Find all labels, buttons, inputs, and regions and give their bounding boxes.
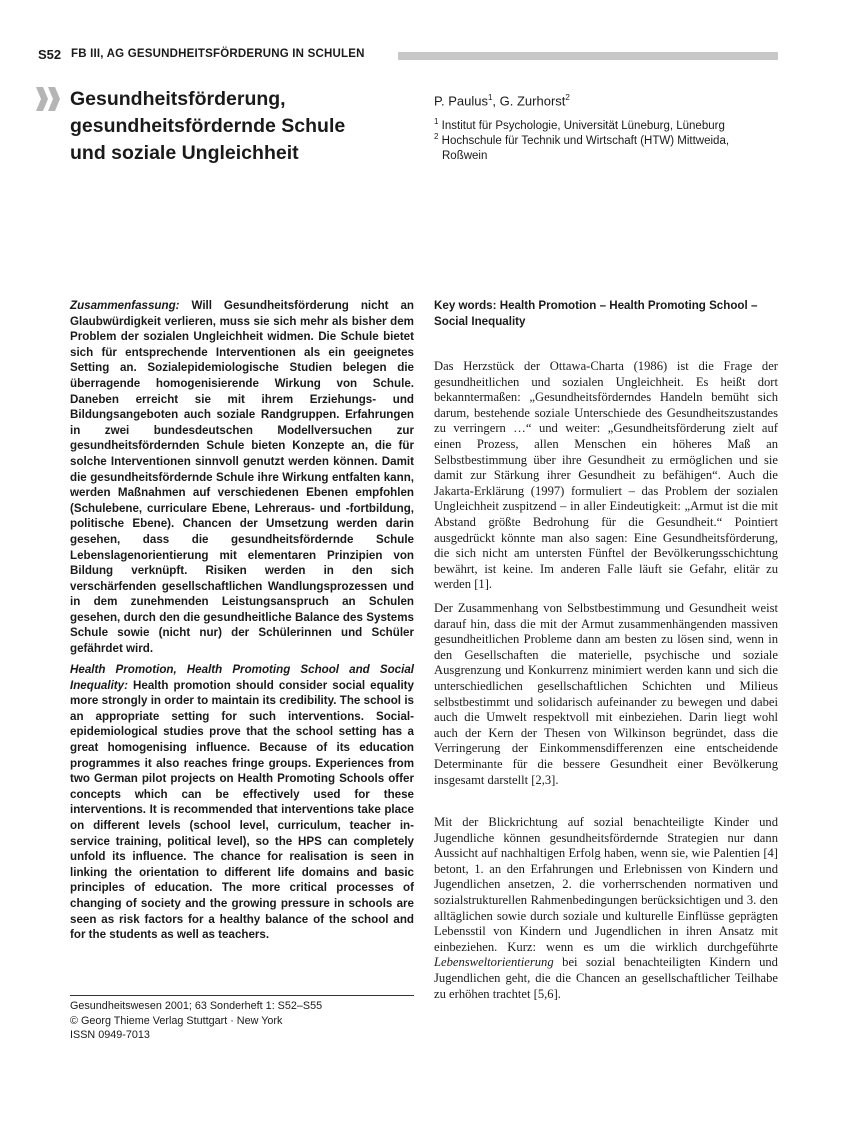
affiliation-2 [434,129,774,164]
footer-line: ISSN 0949-7013 [70,1029,150,1041]
author-affil-marker: 2 [565,93,570,102]
body-emphasis: Lebensweltorientierung [434,955,554,970]
body-paragraph [434,815,778,1002]
footer-divider [70,995,414,996]
affiliation-text: Hochschule für Technik und Wirtschaft (HTW) Mittweida, [441,134,730,147]
abstract-text: Will Gesundheitsförderung nicht an Glaubwürdigkeit verlieren, muss sie sich mehr als bisher dem Problem der sozialen Ungleichheit widmen. Die Schule bietet sich für entsprechende Interventionen als ein geeignetes Setting an. Sozialepidemiologische Studien belegen die überragende homogenisierende Wirkung von Schule. Daneben erreicht sie mit ihrem Erziehungs- und Bildungsangeboten auch soziale Randgruppen. Erfahrungen in zwei bundesdeutschen Modellversuchen zur gesundheitsfördernden Schule bieten Konzepte an, die für solche Interventionen sinnvoll genutzt werden können. Damit die gesundheitsfördernde Schule ihre Wirkung entfalten kann, werden Maßnahmen auf verschiedenen Ebenen empfohlen (Schulebene, curriculare Ebene, Lehreraus- und -fortbildung, politische Ebene). Chancen der Umsetzung werden darin gesehen, dass die gesundheitsfördernde Schule Lebenslagenorientierung mit elementaren Prinzipien von Bildung verknüpft. Risiken werden in den sich verschärfenden gesellschaftlichen Wandlungsprozessen und in dem zunehmenden Leistungsanspruch an Schulen gesehen, durch den die gesundheitliche Balance des Systems Schule sowie (nicht nur) der Schülerinnen und Schüler gefährdet wird. [70,299,414,656]
double-chevron-icon [36,87,62,111]
abstract-label: Health Promotion, Health Promoting School and Social Inequality: [70,663,414,692]
running-head-title: FB III, AG GESUNDHEITSFÖRDERUNG IN SCHULEN [71,48,365,60]
author-affil-marker: 1 [487,93,493,102]
title-line: und soziale Ungleichheit [70,142,299,164]
body-text: Mit der Blickrichtung auf sozial benachteiligte Kinder und Jugendliche können gesundheitsfördernde Strategien nur dann Aussicht auf nachhaltigen Erfolg haben, wenn sie, wie Palentien [4] betont, 1. an den Erfahrungen und Erlebnissen von Kindern und Jugendlichen ansetzen, 2. die vorherrschenden normativen und sozialstrukturellen Rahmenbedingungen berücksichtigen und 3. den alltäglichen sowie durch soziale und kulturelle Einflüsse geprägten Lebensstil von Kindern und Jugendlichen in ihren Ansatz mit einbeziehen. Kurz: wenn es um die wirklich durchgeführte [434,815,778,954]
article-title [70,86,410,167]
affiliation-text-cont: Roßwein [442,149,488,162]
affiliation-text: Institut für Psychologie, Universität Lüneburg, Lüneburg [441,119,725,132]
citation-footer [70,999,414,1043]
footer-line: Gesundheitswesen 2001; 63 Sonderheft 1: S52–S55 [70,1000,323,1012]
affiliation-number: 1 [434,117,439,126]
keywords [434,298,778,329]
footer-line: © Georg Thieme Verlag Stuttgart · New York [70,1014,283,1027]
abstract-text: Health promotion should consider social equality more strongly in order to maintain its credibility. The school is an appropriate setting for such interventions. Social-epidemiological studies prove that the school setting has a great homogenising influence. Because of its education programmes it also reaches fringe groups. Experiences from two German pilot projects on Health Promoting Schools offer concepts which can be effectively used for these interventions. It is recommended that interventions take place on different levels (school level, curriculum, teacher in-service training, political level), so the HPS can completely unfold its influence. The chance for realisation is seen in linking the orientation to different life domains and basic principles of education. The more critical processes of changing of society and the growing pressure in schools are seen as risk factors for a healthy balance of the school and for the students as well as teachers. [70,678,414,942]
body-text: bei sozial benachteiligten Kindern und Jugendlichen geht, die die Chancen an gesellschaftlicher Teilhabe zu erhöhen trachtet [5,6]. [434,955,778,1001]
author-name: P. Paulus [434,93,488,109]
author-separator: , [492,93,500,109]
keywords-text: Health Promotion – Health Promoting School – Social Inequality [434,299,758,328]
body-paragraph: Das Herzstück der Ottawa-Charta (1986) ist die Frage der gesundheitlichen und sozialen Ungleichheit. Es heißt dort bekanntermaßen: „Gesundheitsförderndes Handeln bemüht sich darum, bestehende soziale Unterschiede des Gesundheitszustandes zu verringern …“ und weiter: „Gesundheitsförderung zielt auf einen Prozess, allen Menschen ein höheres Maß an Selbstbestimmung über ihre Gesundheit zu ermöglichen und sie damit zur Stärkung ihrer Gesundheit zu befähigen“. Auch die Jakarta-Erklärung (1997) formuliert – das Problem der sozialen Ungleichheit zuspitzend – in aller Eindeutigkeit: „Armut ist die mit Abstand größte Bedrohung für die Gesundheit.“ Pointiert ausgedrückt könnte man also sagen: Eine Gesundheitsförderung, die sich nicht am untersten Fünftel der Bevölkerungsschichtung bewährt, ist keine. Im anderen Falle läuft sie Gefahr, elitär zu werden [1]. [434,359,778,592]
body-paragraph: Der Zusammenhang von Selbstbestimmung und Gesundheit weist darauf hin, dass die mit der Armut zusammenhängenden massiven gesundheitlichen Probleme dann am besten zu lösen sind, wenn in den Gesellschaften die materielle, psychische und soziale Ausgrenzung und Konkurrenz minimiert werden kann und sich die unterschiedlichen gesellschaftlichen Schichten und Milieus selbstbestimmt und solidarisch aufeinander zu bewegen und dabei auch die Umwelt respektvoll mit einbeziehen. Darin liegt wohl auch der Kern der Thesen von Wilkinson begründet, dass die Verringerung der Einkommensdifferenzen eine entscheidende Determinante für die bessere Gesundheit einer Bevölkerung insgesamt darstellt [2,3]. [434,601,778,787]
affiliation-number: 2 [434,132,439,141]
author-list [434,93,794,108]
abstract-english [70,662,414,943]
author-name: G. Zurhorst [499,93,566,109]
header-bar [398,52,778,60]
abstract-label: Zusammenfassung: [70,299,180,312]
keywords-label: Key words: [434,299,497,312]
running-header [38,47,778,65]
title-line: Gesundheitsförderung, [70,88,286,110]
title-line: gesundheitsfördernde Schule [70,115,346,137]
page-number: S52 [38,47,62,62]
abstract-german [70,298,414,657]
